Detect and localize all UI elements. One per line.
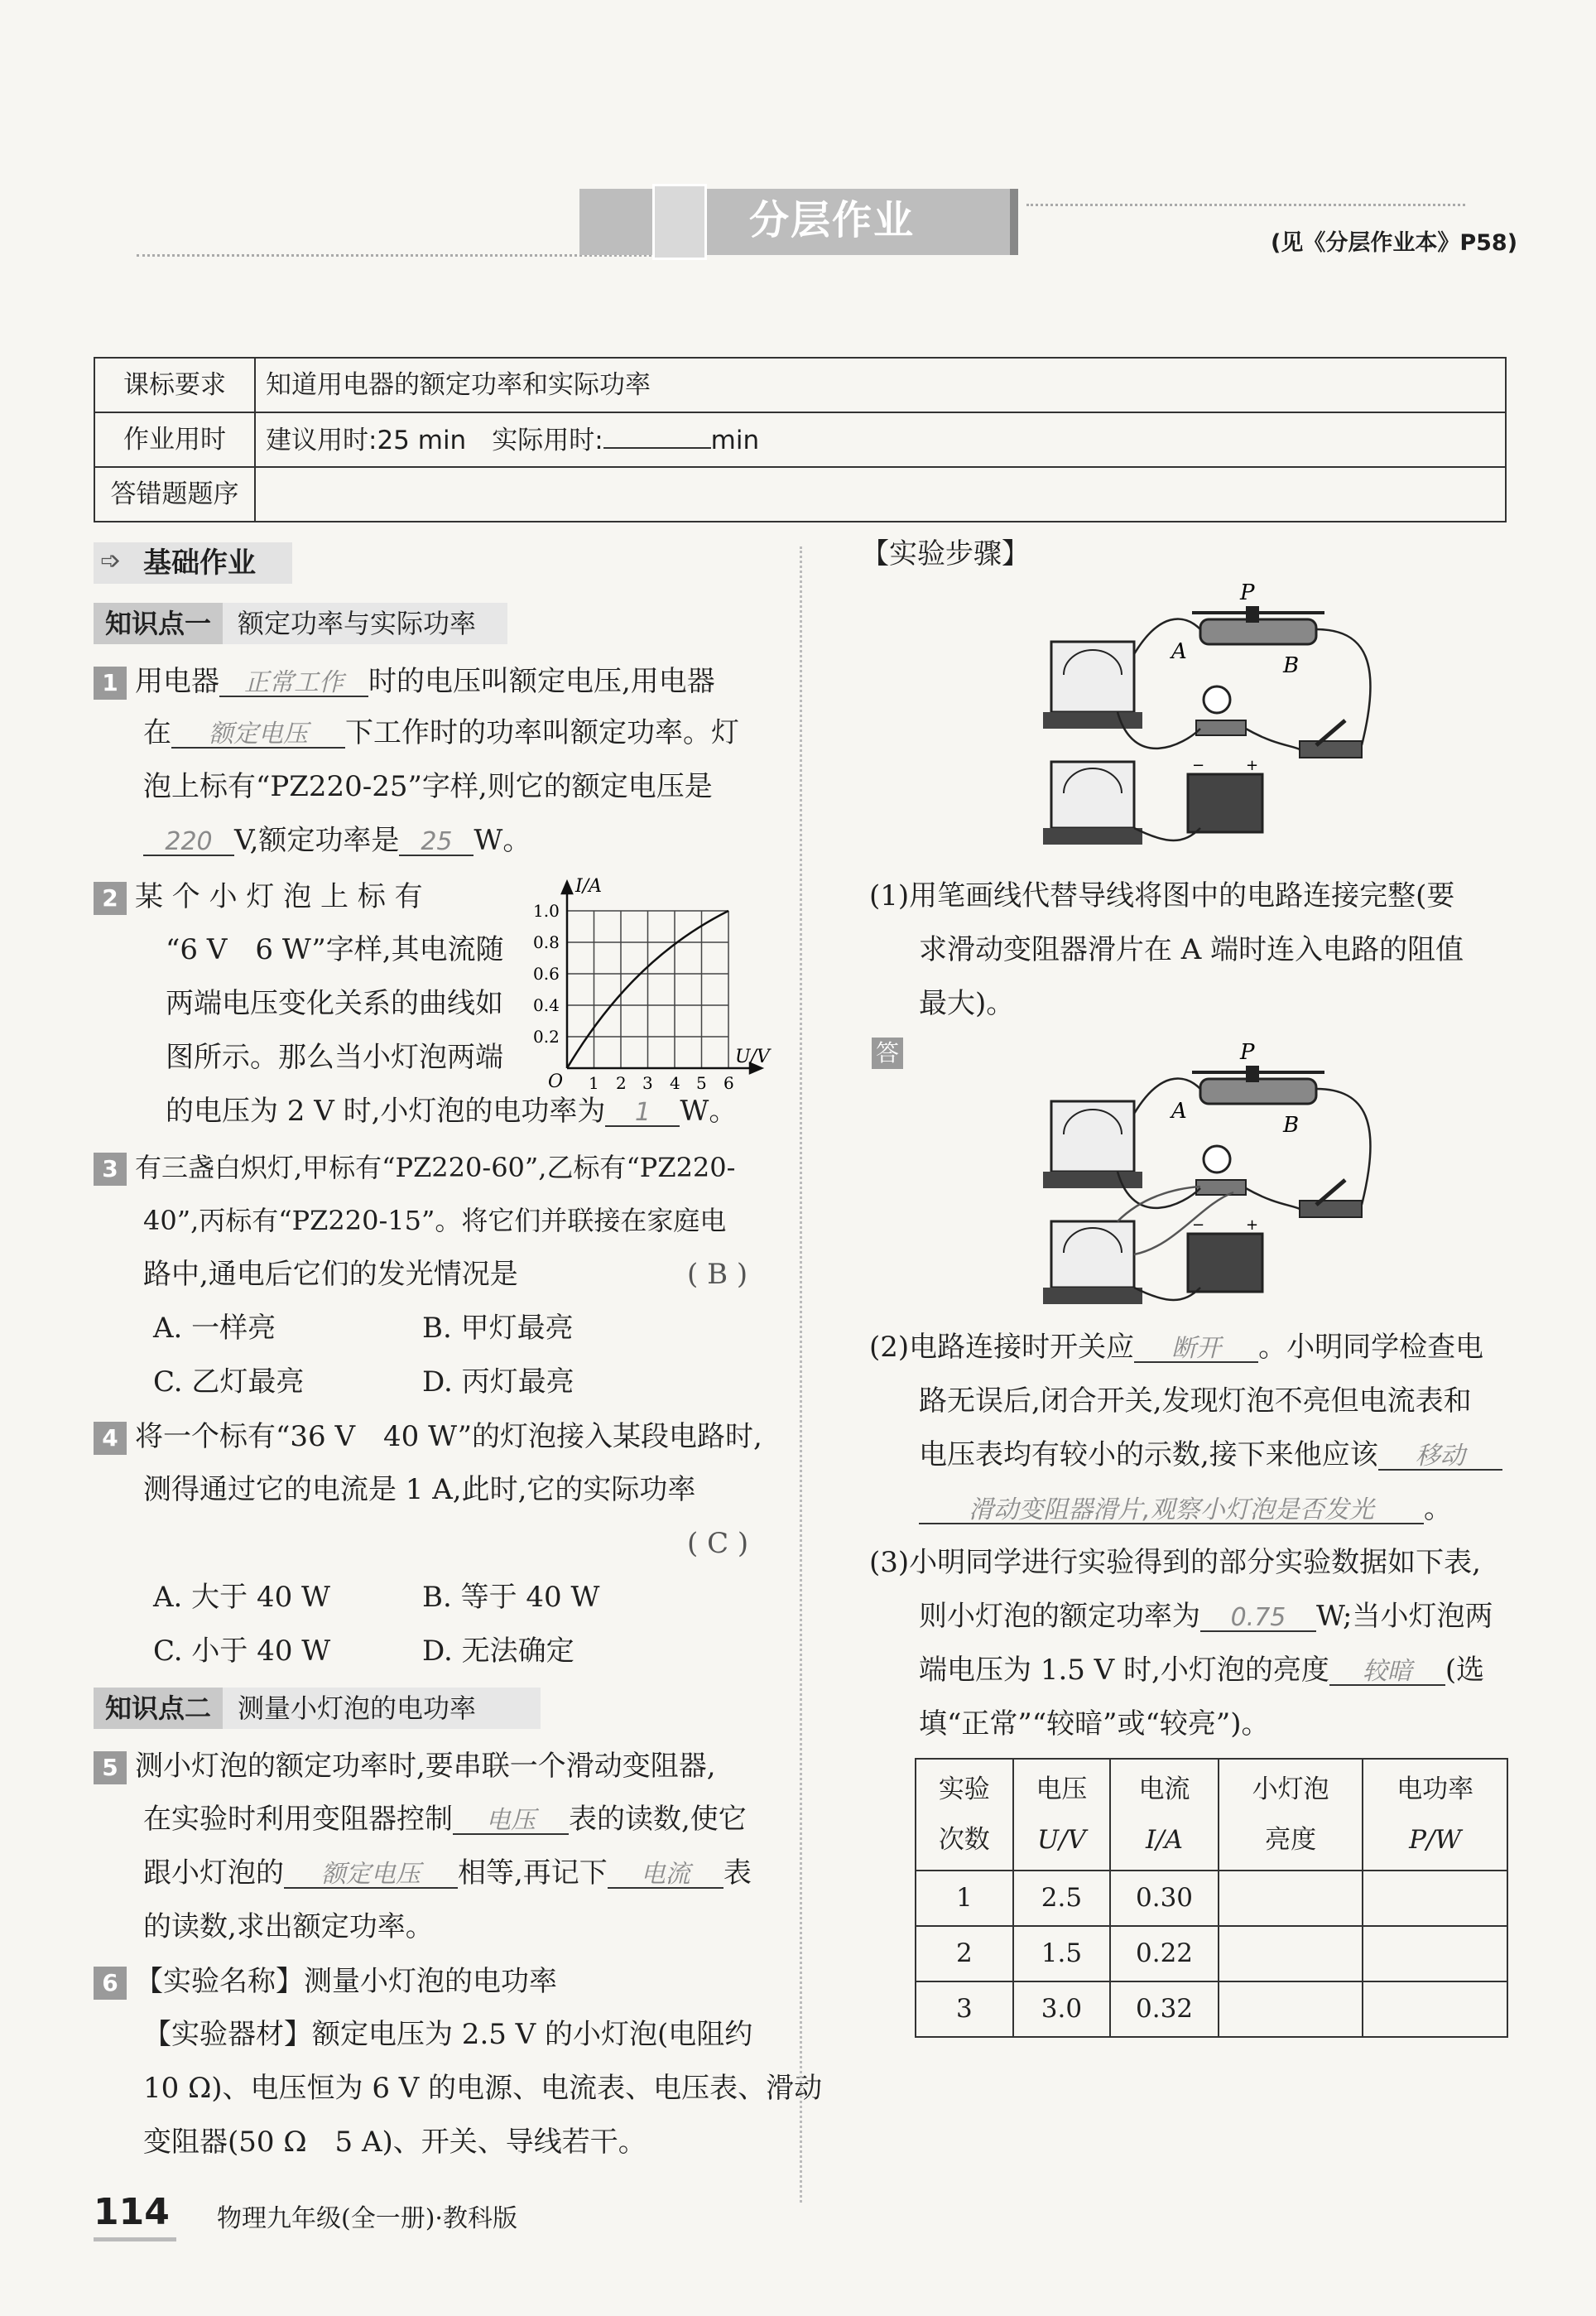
q2-text: 图所示。那么当小灯泡两端 bbox=[166, 1041, 503, 1074]
actual-time-blank[interactable] bbox=[603, 426, 711, 449]
q4-option-b[interactable]: B. 等于 40 W bbox=[422, 1581, 600, 1614]
q2-line-1 bbox=[94, 882, 423, 915]
origin-label: O bbox=[548, 1071, 564, 1092]
q1-answer-2[interactable]: 额定电压 bbox=[171, 722, 345, 749]
q4-number: 4 bbox=[94, 1422, 127, 1455]
table-cell: 1.5 bbox=[1013, 1926, 1111, 1981]
q6-line-3 bbox=[143, 2072, 823, 2105]
q5-line-3 bbox=[143, 1856, 752, 1890]
q6-text: (2)电路连接时开关应 bbox=[869, 1331, 1135, 1364]
header-line-2: I/A bbox=[1145, 1824, 1184, 1855]
table-cell: 0.22 bbox=[1110, 1926, 1219, 1981]
info-row bbox=[94, 358, 1506, 412]
svg-text:−: − bbox=[1192, 1216, 1205, 1234]
q5-text: 跟小灯泡的 bbox=[143, 1856, 284, 1890]
time-unit: min bbox=[710, 426, 760, 455]
q1-text: 下工作时的功率叫额定功率。灯 bbox=[345, 716, 739, 749]
section-header bbox=[94, 542, 292, 584]
q4-line-2 bbox=[143, 1473, 696, 1506]
table-cell[interactable] bbox=[1363, 1871, 1507, 1926]
q6-answer-brightness[interactable]: 较暗 bbox=[1329, 1659, 1445, 1686]
q1-line-3 bbox=[143, 770, 713, 803]
q6-text: (选 bbox=[1445, 1654, 1485, 1687]
x-tick: 2 bbox=[616, 1073, 627, 1093]
label-b: B bbox=[1283, 1113, 1300, 1138]
q2-text: W。 bbox=[680, 1095, 738, 1128]
q6-answer-action-2[interactable]: 滑动变阻器滑片,观察小灯泡是否发光 bbox=[919, 1498, 1424, 1524]
q6-answer-power[interactable]: 0.75 bbox=[1200, 1606, 1316, 1632]
label-a: A bbox=[1171, 639, 1187, 664]
q5-answer-2[interactable]: 额定电压 bbox=[284, 1862, 458, 1889]
table-header bbox=[1363, 1759, 1507, 1871]
label-p: P bbox=[1240, 1040, 1255, 1065]
banner bbox=[579, 189, 1018, 255]
svg-text:+: + bbox=[1246, 757, 1259, 774]
table-header bbox=[916, 1759, 1013, 1871]
header-line-2: U/V bbox=[1036, 1824, 1086, 1855]
q6-part1-line-1: (1)用笔画线代替导线将图中的电路连接完整(要 bbox=[869, 879, 1455, 912]
q1-line-2 bbox=[143, 716, 739, 749]
q6-line-2 bbox=[143, 2020, 752, 2049]
x-tick: 1 bbox=[589, 1073, 599, 1093]
q5-text: 相等,再记下 bbox=[458, 1856, 608, 1890]
table-cell[interactable] bbox=[1363, 1926, 1507, 1981]
steps-label: 【实验步骤】 bbox=[861, 537, 1030, 571]
table-header-row bbox=[916, 1759, 1507, 1871]
answer-wire bbox=[1118, 1187, 1200, 1221]
q1-text: V,额定功率是 bbox=[234, 824, 400, 857]
q1-text: 时的电压叫额定电压,用电器 bbox=[368, 665, 715, 698]
table-row bbox=[916, 1926, 1507, 1981]
y-tick: 0.8 bbox=[533, 932, 560, 952]
y-tick: 1.0 bbox=[533, 901, 560, 921]
x-axis-label: U/V bbox=[735, 1047, 770, 1067]
y-tick: 0.4 bbox=[533, 995, 560, 1015]
ammeter-icon bbox=[1051, 1101, 1134, 1172]
kp-tag: 知识点二 bbox=[94, 1688, 223, 1729]
header-line-2: P/W bbox=[1409, 1824, 1462, 1855]
q2-text: 的电压为 2 V 时,小灯泡的电功率为 bbox=[166, 1095, 606, 1128]
suggested-time: 建议用时:25 min 实际用时: bbox=[266, 426, 603, 455]
q5-text: 在实验时利用变阻器控制 bbox=[143, 1803, 453, 1836]
q3-line-2 bbox=[143, 1206, 726, 1235]
battery-icon bbox=[1188, 774, 1262, 832]
q3-text: 40”,丙标有“PZ220-15”。将它们并联接在家庭电 bbox=[143, 1205, 727, 1236]
q6-text: 。小明同学检查电 bbox=[1258, 1331, 1484, 1364]
table-cell: 2.5 bbox=[1013, 1871, 1111, 1926]
table-header bbox=[1110, 1759, 1219, 1871]
q3-line-1 bbox=[94, 1153, 735, 1186]
label-a: A bbox=[1171, 1099, 1187, 1124]
q3-text: 有三盏白炽灯,甲标有“PZ220-60”,乙标有“PZ220- bbox=[135, 1152, 736, 1183]
q5-line-4 bbox=[143, 1910, 434, 1943]
q1-text: 在 bbox=[143, 716, 171, 749]
info-row bbox=[94, 412, 1506, 467]
header-line-1: 小灯泡 bbox=[1252, 1774, 1329, 1804]
header-line-2: 亮度 bbox=[1265, 1824, 1317, 1855]
bulb-icon bbox=[1204, 686, 1230, 713]
q2-text: 两端电压变化关系的曲线如 bbox=[166, 987, 503, 1020]
info-table bbox=[94, 357, 1507, 522]
q5-text: 表 bbox=[723, 1856, 752, 1890]
table-cell: 0.30 bbox=[1110, 1871, 1219, 1926]
q3-number: 3 bbox=[94, 1153, 127, 1186]
x-tick: 6 bbox=[723, 1073, 734, 1093]
label-b: B bbox=[1283, 653, 1300, 678]
data-table bbox=[915, 1758, 1508, 2038]
circuit-diagram-question bbox=[1035, 580, 1391, 853]
header-line-right bbox=[1026, 204, 1465, 206]
q1-number: 1 bbox=[94, 667, 127, 700]
page-number: 114 bbox=[94, 2191, 170, 2233]
q6-part2-line-3 bbox=[919, 1438, 1502, 1471]
table-header bbox=[1013, 1759, 1111, 1871]
table-cell[interactable] bbox=[1219, 1926, 1363, 1981]
switch-icon bbox=[1300, 1201, 1362, 1217]
rheostat-icon bbox=[1200, 619, 1316, 644]
q4-text: 测得通过它的电流是 1 A,此时,它的实际功率 bbox=[143, 1473, 696, 1506]
q6-number: 6 bbox=[94, 1967, 127, 2000]
kp-title: 额定功率与实际功率 bbox=[238, 608, 477, 639]
q2-line-2 bbox=[166, 933, 504, 966]
q1-answer-1[interactable]: 正常工作 bbox=[219, 671, 368, 697]
x-tick: 4 bbox=[670, 1073, 680, 1093]
q5-line-1 bbox=[94, 1751, 716, 1784]
q4-option-c[interactable]: C. 小于 40 W bbox=[153, 1635, 331, 1668]
q6-text: 变阻器(50 Ω 5 A)、开关、导线若干。 bbox=[143, 2126, 647, 2159]
battery-icon bbox=[1188, 1234, 1262, 1292]
q4-option-a[interactable]: A. 大于 40 W bbox=[153, 1581, 330, 1614]
knowledge-point-1 bbox=[94, 603, 507, 644]
section-title: 基础作业 bbox=[143, 546, 256, 580]
iv-graph bbox=[530, 874, 778, 1097]
info-label: 作业用时 bbox=[94, 412, 255, 467]
svg-text:+: + bbox=[1246, 1216, 1259, 1234]
ammeter-icon bbox=[1051, 642, 1134, 712]
switch-icon bbox=[1300, 741, 1362, 758]
book-title: 物理九年级(全一册)·教科版 bbox=[217, 2204, 517, 2233]
reference-note: (见《分层作业本》P58) bbox=[1271, 230, 1518, 256]
q2-answer[interactable]: 1 bbox=[605, 1100, 680, 1127]
q6-part2-line-4 bbox=[919, 1492, 1452, 1525]
q1-answer-3[interactable]: 220 bbox=[143, 830, 234, 856]
q6-text: W;当小灯泡两 bbox=[1316, 1600, 1493, 1633]
info-label: 课标要求 bbox=[94, 358, 255, 412]
q1-answer-4[interactable]: 25 bbox=[399, 830, 474, 856]
voltmeter-icon bbox=[1051, 1221, 1134, 1288]
header-line-1: 电压 bbox=[1036, 1774, 1088, 1804]
q6-part3-line-1: (3)小明同学进行实验得到的部分实验数据如下表, bbox=[869, 1546, 1481, 1579]
q6-text: 。 bbox=[1424, 1492, 1452, 1525]
header-line-2: 次数 bbox=[938, 1824, 990, 1855]
info-row bbox=[94, 467, 1506, 522]
column-separator bbox=[800, 546, 802, 2203]
q6-line-4 bbox=[143, 2126, 647, 2159]
q1-line-4 bbox=[143, 826, 531, 856]
q6-text: 电压表均有较小的示数,接下来他应该 bbox=[919, 1438, 1378, 1471]
q6-answer-switch[interactable]: 断开 bbox=[1134, 1336, 1258, 1363]
arrow-icon: ➩ bbox=[100, 546, 122, 575]
q3-line-3 bbox=[143, 1258, 518, 1291]
table-cell[interactable] bbox=[1219, 1871, 1363, 1926]
info-label: 答错题题序 bbox=[94, 467, 255, 522]
q5-text: 表的读数,使它 bbox=[569, 1803, 747, 1836]
table-cell: 0.32 bbox=[1110, 1981, 1219, 2037]
table-header bbox=[1219, 1759, 1363, 1871]
q5-answer-1[interactable]: 电压 bbox=[453, 1808, 569, 1835]
q1-text: 用电器 bbox=[135, 665, 219, 698]
q2-number: 2 bbox=[94, 882, 127, 915]
svg-text:−: − bbox=[1192, 757, 1205, 774]
info-value bbox=[255, 412, 1506, 467]
banner-logo-icon bbox=[652, 184, 707, 260]
q2-line-5 bbox=[166, 1097, 737, 1127]
bulb-icon bbox=[1204, 1146, 1230, 1172]
q3-option-d[interactable]: D. 丙灯最亮 bbox=[422, 1365, 574, 1399]
q6-text: 【实验器材】额定电压为 2.5 V 的小灯泡(电阻约 bbox=[143, 2018, 753, 2051]
q5-line-2 bbox=[143, 1805, 747, 1835]
q5-number: 5 bbox=[94, 1751, 127, 1784]
q6-part3-line-3 bbox=[919, 1656, 1484, 1686]
table-row bbox=[916, 1981, 1507, 2037]
q6-part2-line-2: 路无误后,闭合开关,发现灯泡不亮但电流表和 bbox=[919, 1384, 1472, 1418]
q3-answer[interactable]: ( B ) bbox=[687, 1258, 748, 1291]
q3-option-b[interactable]: B. 甲灯最亮 bbox=[422, 1312, 574, 1345]
q1-line-1 bbox=[94, 667, 715, 700]
q1-text: 泡上标有“PZ220-25”字样,则它的额定电压是 bbox=[143, 770, 713, 803]
q3-option-a[interactable]: A. 一样亮 bbox=[153, 1312, 276, 1345]
q6-part3-line-4: 填“正常”“较暗”或“较亮”)。 bbox=[919, 1707, 1270, 1741]
q6-answer-action-1[interactable]: 移动 bbox=[1378, 1444, 1502, 1471]
q2-line-4 bbox=[166, 1041, 503, 1074]
header-line-1: 电功率 bbox=[1396, 1774, 1474, 1804]
footer-underline bbox=[94, 2237, 176, 2241]
banner-title: 分层作业 bbox=[749, 197, 916, 243]
q1-text: W。 bbox=[474, 824, 531, 857]
q6-part1-line-2: 求滑动变阻器滑片在 A 端时连入电路的阻值 bbox=[919, 933, 1464, 966]
q6-line-1 bbox=[94, 1967, 557, 2000]
q6-text: 10 Ω)、电压恒为 6 V 的电源、电流表、电压表、滑动 bbox=[143, 2072, 823, 2105]
y-tick: 0.6 bbox=[533, 964, 560, 984]
label-p: P bbox=[1240, 580, 1255, 605]
q3-text: 路中,通电后它们的发光情况是 bbox=[143, 1258, 518, 1291]
table-cell[interactable] bbox=[1363, 1981, 1507, 2037]
voltmeter-icon bbox=[1051, 762, 1134, 828]
y-tick: 0.2 bbox=[533, 1027, 560, 1047]
x-tick: 3 bbox=[642, 1073, 653, 1093]
table-cell: 1 bbox=[916, 1871, 1013, 1926]
kp-tag: 知识点一 bbox=[94, 603, 223, 644]
header-line-1: 电流 bbox=[1138, 1774, 1190, 1804]
q5-text: 测小灯泡的额定功率时,要串联一个滑动变阻器, bbox=[135, 1750, 716, 1783]
knowledge-point-2 bbox=[94, 1688, 541, 1729]
rheostat-icon bbox=[1200, 1079, 1316, 1104]
q6-text: 端电压为 1.5 V 时,小灯泡的亮度 bbox=[919, 1654, 1329, 1687]
q3-option-c[interactable]: C. 乙灯最亮 bbox=[153, 1365, 305, 1399]
table-row bbox=[916, 1871, 1507, 1926]
banner-bar bbox=[1010, 189, 1018, 255]
q5-answer-3[interactable]: 电流 bbox=[608, 1862, 723, 1889]
q2-line-3 bbox=[166, 989, 503, 1018]
table-cell: 3 bbox=[916, 1981, 1013, 2037]
info-value: 知道用电器的额定功率和实际功率 bbox=[255, 358, 1506, 412]
q2-text: 某 个 小 灯 泡 上 标 有 bbox=[135, 880, 423, 913]
info-value bbox=[255, 467, 1506, 522]
answer-mark: 答 bbox=[872, 1038, 903, 1069]
q6-text: 【实验名称】测量小灯泡的电功率 bbox=[135, 1965, 557, 1998]
q6-part1-line-3: 最大)。 bbox=[919, 987, 1015, 1020]
q6-part3-line-2 bbox=[919, 1602, 1493, 1632]
y-axis-label: I/A bbox=[575, 876, 602, 897]
q4-answer[interactable]: ( C ) bbox=[687, 1527, 749, 1560]
table-cell: 2 bbox=[916, 1926, 1013, 1981]
q6-part2-line-1 bbox=[869, 1333, 1483, 1363]
q4-text: 将一个标有“36 V 40 W”的灯泡接入某段电路时, bbox=[135, 1420, 762, 1453]
q6-text: 则小灯泡的额定功率为 bbox=[919, 1600, 1200, 1633]
table-cell[interactable] bbox=[1219, 1981, 1363, 2037]
q5-text: 的读数,求出额定功率。 bbox=[143, 1910, 434, 1943]
x-tick: 5 bbox=[696, 1073, 707, 1093]
q4-line-1 bbox=[94, 1422, 762, 1455]
table-cell: 3.0 bbox=[1013, 1981, 1111, 2037]
circuit-diagram-answer bbox=[1035, 1039, 1391, 1312]
q2-text: “6 V 6 W”字样,其电流随 bbox=[166, 933, 504, 966]
header-line-1: 实验 bbox=[938, 1774, 990, 1804]
kp-title: 测量小灯泡的电功率 bbox=[238, 1692, 477, 1724]
q4-option-d[interactable]: D. 无法确定 bbox=[422, 1635, 574, 1668]
